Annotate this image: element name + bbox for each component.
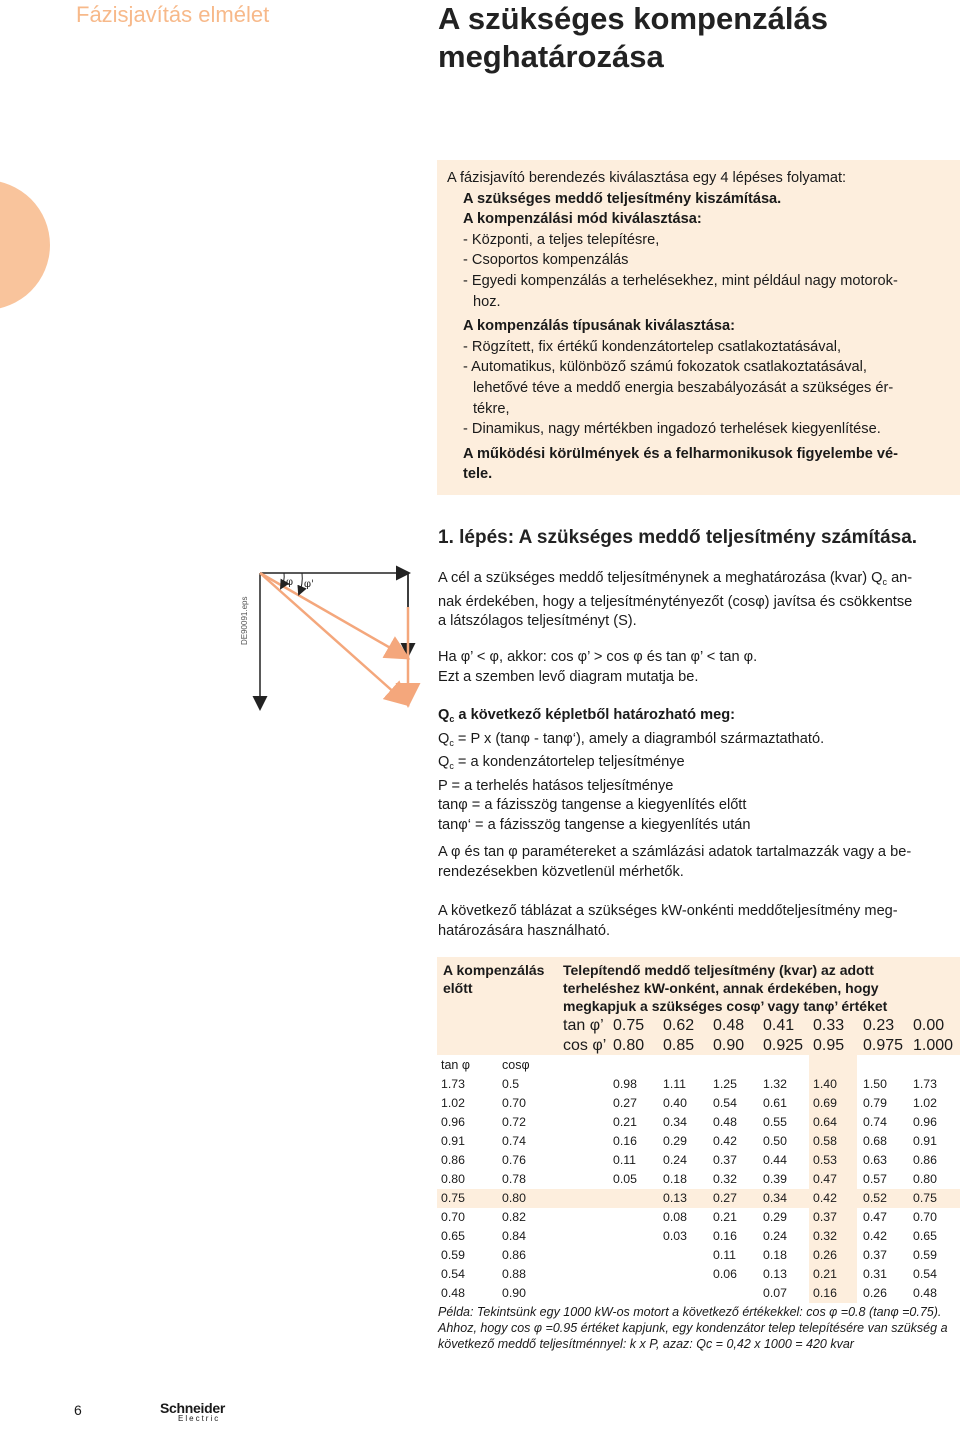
table-cell: 0.31 (863, 1267, 887, 1281)
table-cell: 0.24 (763, 1229, 787, 1243)
example-line: Ahhoz, hogy cos φ =0.95 értéket kapjunk, egy kondenzátor telep telepítésére van szükség a (438, 1321, 948, 1335)
table-cell: 1.000 (913, 1037, 954, 1054)
definition-tan-phi: tanφ = a fázisszög tangense a kiegyenlítés előtt (438, 797, 747, 813)
cell-tan-phi: 0.54 (441, 1267, 465, 1281)
table-cell: 0.26 (813, 1248, 837, 1262)
page-title-line-2: meghatározása (438, 39, 664, 74)
table-cell: 0.54 (913, 1267, 937, 1281)
phi-comparison-line-1: Ha φ’ < φ, akkor: cos φ’ > cos φ és tan φ’ < tan φ. (438, 649, 758, 665)
table-body (437, 1075, 960, 1303)
cell-cos-phi: 0.78 (502, 1172, 526, 1186)
table-cell: 0.21 (813, 1267, 837, 1281)
logo-line-1: Schneider (160, 1400, 225, 1416)
process-step-2-item: - Egyedi kompenzálás a terhelésekhez, mint például nagy motorok- (463, 272, 898, 289)
table-cell: 0.11 (613, 1153, 637, 1167)
table-cell: 1.32 (763, 1077, 787, 1091)
example-line: következő meddő teljesítménnyel: k x P, azaz: Qc = 0,42 x 1000 = 420 kvar (438, 1337, 854, 1351)
definition-tan-phi-prime: tanφ‘ = a fázisszög tangense a kiegyenlítés után (438, 816, 751, 833)
table-cell: 0.48 (913, 1286, 937, 1300)
process-step-1: A szükséges meddő teljesítmény kiszámítása. (463, 190, 782, 207)
table-cell: 0.85 (663, 1037, 695, 1054)
table-row (437, 1246, 960, 1265)
table-row (437, 1113, 960, 1132)
row-label: cos φ’ (563, 1037, 607, 1054)
table-cell: 1.40 (813, 1077, 837, 1091)
process-step-3-continuation: lehetővé téve a meddő energia beszabályozását a szükséges ér- (473, 379, 894, 396)
table-cell: 0.96 (913, 1115, 937, 1129)
cell-tan-phi: 0.91 (441, 1134, 465, 1148)
intro-line-1: A cél a szükséges meddő teljesítménynek a meghatározása (kvar) $Q_c$ an- (438, 570, 913, 587)
table-cell: 0.16 (813, 1286, 837, 1300)
table-cell: 0.34 (763, 1191, 787, 1205)
process-steps-box (437, 160, 960, 495)
process-step-3-continuation: tékre, (473, 400, 510, 417)
table-row (437, 1265, 960, 1284)
process-step-2-item: - Központi, a teljes telepítésre, (463, 231, 660, 248)
table-cell: 0.11 (713, 1248, 737, 1262)
process-step-3-item: - Dinamikus, nagy mértékben ingadozó terhelések kiegyenlítése. (463, 421, 881, 438)
phi-prime-arc (299, 573, 302, 594)
table-cell: 0.32 (813, 1229, 837, 1243)
table-cell: 0.47 (813, 1172, 837, 1186)
formula: $Q_c = P$ x (tanφ - tanφ‘), amely a diagramból származtatható. (438, 730, 825, 748)
table-cell: 0.75 (913, 1191, 937, 1205)
process-step-3-item: - Automatikus, különböző számú fokozatok csatlakoztatásával, (463, 359, 867, 376)
table-cell: 1.73 (913, 1077, 937, 1091)
cell-tan-phi: 0.80 (441, 1172, 465, 1186)
process-step-3-item: - Rögzített, fix értékű kondenzátortelep csatlakoztatásával, (463, 338, 842, 355)
table-cell: 1.11 (663, 1077, 687, 1091)
table-row (437, 1151, 960, 1170)
table-cell: 0.70 (913, 1210, 937, 1224)
table-cell: 0.64 (813, 1115, 837, 1129)
cell-tan-phi: 0.75 (441, 1191, 465, 1205)
cell-cos-phi: 0.80 (502, 1191, 526, 1205)
table-left-header: A kompenzálás előtt (443, 962, 545, 996)
table-cell: 0.33 (813, 1017, 845, 1034)
table-cell: 0.16 (613, 1134, 637, 1148)
table-row (437, 1170, 960, 1189)
table-cell: 0.13 (763, 1267, 787, 1281)
process-step-2-item: - Csoportos kompenzálás (463, 252, 629, 269)
cell-tan-phi: 0.59 (441, 1248, 465, 1262)
table-cell: 0.00 (913, 1017, 945, 1034)
table-cell: 0.91 (913, 1134, 937, 1148)
row-label: tan φ’ (563, 1017, 604, 1034)
intro-line-2: nak érdekében, hogy a teljesítménytényezőt (cosφ) javítsa és csökkentse (438, 593, 913, 610)
step-heading: 1. lépés: A szükséges meddő teljesítmény számítása. (438, 527, 918, 548)
process-step-2-title: A kompenzálási mód kiválasztása: (463, 211, 702, 228)
table-column-headers (437, 1055, 960, 1075)
table-cell: 0.21 (713, 1210, 737, 1224)
table-cell: 0.55 (763, 1115, 787, 1129)
cell-cos-phi: 0.84 (502, 1229, 526, 1243)
table-right-header: Telepítendő meddő teljesítmény (kvar) az adott terheléshez kW-onként, annak érdekében, hogy megkapjuk a szükséges cosφ’ vagy tanφ’ értéket (563, 962, 888, 1014)
table-cell: 0.86 (913, 1153, 937, 1167)
col-tan-phi: tan φ (441, 1058, 470, 1072)
table-cell: 0.37 (863, 1248, 887, 1262)
cell-tan-phi: 0.48 (441, 1286, 465, 1300)
table-cell: 0.18 (663, 1172, 687, 1186)
table-cell: 1.25 (713, 1077, 737, 1091)
table-cell: 0.21 (613, 1115, 637, 1129)
table-cell: 0.27 (713, 1191, 737, 1205)
table-cell: 0.44 (763, 1153, 787, 1167)
table-cell: 0.58 (813, 1134, 837, 1148)
page-title (438, 0, 828, 76)
formula-block (438, 706, 960, 835)
compensation-table (437, 957, 960, 1303)
table-cell: 0.90 (713, 1037, 745, 1054)
power-triangle-diagram (236, 560, 426, 725)
table-cell: 0.18 (763, 1248, 787, 1262)
table-intro-line-2: határozására használható. (438, 922, 610, 939)
cell-cos-phi: 0.90 (502, 1286, 526, 1300)
example-text (438, 1304, 960, 1352)
table-cell: 0.06 (713, 1267, 737, 1281)
table-cell: 0.52 (863, 1191, 887, 1205)
table-cell: 0.80 (613, 1037, 645, 1054)
cell-cos-phi: 0.86 (502, 1248, 526, 1262)
table-cell: 0.61 (763, 1096, 787, 1110)
cell-cos-phi: 0.72 (502, 1115, 526, 1129)
table-cell: 0.48 (713, 1115, 737, 1129)
table-intro-line-1: A következő táblázat a szükséges kW-onkénti meddőteljesítmény meg- (438, 903, 898, 919)
table-cell: 0.42 (863, 1229, 887, 1243)
cell-cos-phi: 0.76 (502, 1153, 526, 1167)
phi-prime-label: φ' (304, 579, 314, 590)
table-cell: 0.65 (913, 1229, 937, 1243)
table-cell: 0.32 (713, 1172, 737, 1186)
diagram-id-label: DE90091.eps (240, 596, 249, 645)
table-row (437, 1208, 960, 1227)
table-cell: 0.62 (663, 1017, 695, 1034)
parameters-line-2: rendezésekben közvetlenül mérhetők. (438, 863, 684, 880)
apparent-power-before-vector (260, 573, 406, 703)
table-row (437, 1189, 960, 1208)
table-cell: 1.50 (863, 1077, 887, 1091)
page-number: 6 (74, 1402, 82, 1418)
phi-comparison-line-2: Ezt a szemben levő diagram mutatja be. (438, 668, 699, 685)
cell-tan-phi: 0.70 (441, 1210, 465, 1224)
table-cell: 0.48 (713, 1017, 745, 1034)
table-cell: 0.68 (863, 1134, 887, 1148)
table-cell: 0.59 (913, 1248, 937, 1262)
table-cell: 0.53 (813, 1153, 837, 1167)
page-title-line-1: A szükséges kompenzálás (438, 1, 828, 36)
table-cell: 0.42 (713, 1134, 737, 1148)
table-cell: 0.40 (663, 1096, 687, 1110)
section-label: Fázisjavítás elmélet (76, 2, 270, 27)
intro-line-3: a látszólagos teljesítményt (S). (438, 613, 637, 629)
table-cell: 0.975 (863, 1037, 904, 1054)
table-cell: 0.69 (813, 1096, 837, 1110)
definition-qc: $Q_c = a$ kondenzátortelep teljesítménye (438, 754, 685, 771)
cell-cos-phi: 0.5 (502, 1077, 520, 1091)
parameters-line-1: A φ és tan φ paramétereket a számlázási adatok tartalmazzák vagy a be- (438, 844, 912, 860)
table-cell: 0.08 (663, 1210, 687, 1224)
table-cell: 0.37 (813, 1210, 837, 1224)
table-row (437, 1132, 960, 1151)
table-cell: 0.79 (863, 1096, 887, 1110)
table-cell: 0.98 (613, 1077, 637, 1091)
cell-tan-phi: 0.96 (441, 1115, 465, 1129)
table-row (437, 1227, 960, 1246)
table-cell: 0.13 (663, 1191, 687, 1205)
cell-tan-phi: 0.86 (441, 1153, 465, 1167)
cell-cos-phi: 0.88 (502, 1267, 526, 1281)
table-cell: 0.54 (713, 1096, 737, 1110)
decorative-circle (0, 180, 50, 310)
table-cell: 0.47 (863, 1210, 887, 1224)
table-cell: 0.39 (763, 1172, 787, 1186)
table-cell: 0.24 (663, 1153, 687, 1167)
table-intro-paragraph (438, 902, 960, 941)
table-cell: 0.29 (763, 1210, 787, 1224)
table-cell: 0.27 (613, 1096, 637, 1110)
table-row (437, 1094, 960, 1113)
cell-tan-phi: 1.02 (441, 1096, 465, 1110)
schneider-electric-logo (160, 1401, 240, 1427)
table-cell: 0.23 (863, 1017, 895, 1034)
intro-paragraph (438, 569, 960, 632)
cell-cos-phi: 0.74 (502, 1134, 526, 1148)
table-cell: 0.07 (763, 1286, 787, 1300)
process-step-2-continuation: hoz. (473, 293, 501, 310)
table-cell: 0.42 (813, 1191, 837, 1205)
process-step-4-line-2: tele. (463, 466, 493, 483)
formula-title: $Q_c$ a következő képletből határozható meg: (438, 707, 735, 724)
table-cell: 0.37 (713, 1153, 737, 1167)
table-cell: 0.29 (663, 1134, 687, 1148)
table-cell: 0.80 (913, 1172, 937, 1186)
table-cell: 0.74 (863, 1115, 887, 1129)
table-cell: 0.57 (863, 1172, 887, 1186)
table-cell: 0.26 (863, 1286, 887, 1300)
cell-cos-phi: 0.82 (502, 1210, 526, 1224)
table-cell: 1.02 (913, 1096, 937, 1110)
table-cell: 0.16 (713, 1229, 737, 1243)
process-step-3-title: A kompenzálás típusának kiválasztása: (463, 318, 735, 335)
table-cell: 0.05 (613, 1172, 637, 1186)
process-step-4-line-1: A működési körülmények és a felharmonikusok figyelembe vé- (463, 445, 898, 462)
table-cell: 0.50 (763, 1134, 787, 1148)
table-cell: 0.03 (663, 1229, 687, 1243)
definition-p: P = a terhelés hatásos teljesítménye (438, 777, 674, 794)
phi-comparison-paragraph (438, 648, 960, 687)
process-intro: A fázisjavító berendezés kiválasztása egy 4 lépéses folyamat: (447, 170, 847, 186)
table-cell: 0.95 (813, 1037, 845, 1054)
table-cell: 0.41 (763, 1017, 795, 1034)
cell-tan-phi: 0.65 (441, 1229, 465, 1243)
cell-cos-phi: 0.70 (502, 1096, 526, 1110)
table-row (437, 1075, 960, 1094)
table-row (437, 1284, 960, 1303)
example-line: Példa: Tekintsünk egy 1000 kW-os motort a következő értékekkel: cos φ =0.8 (tanφ =0.75). (438, 1305, 942, 1319)
table-cell: 0.75 (613, 1017, 645, 1034)
logo-line-2: Electric (178, 1414, 221, 1423)
col-cos-phi: cosφ (502, 1058, 530, 1072)
cell-tan-phi: 1.73 (441, 1077, 465, 1091)
table-cell: 0.63 (863, 1153, 887, 1167)
parameters-paragraph (438, 843, 960, 882)
phi-label: φ (286, 577, 294, 588)
table-cell: 0.34 (663, 1115, 687, 1129)
table-cell: 0.925 (763, 1037, 804, 1054)
